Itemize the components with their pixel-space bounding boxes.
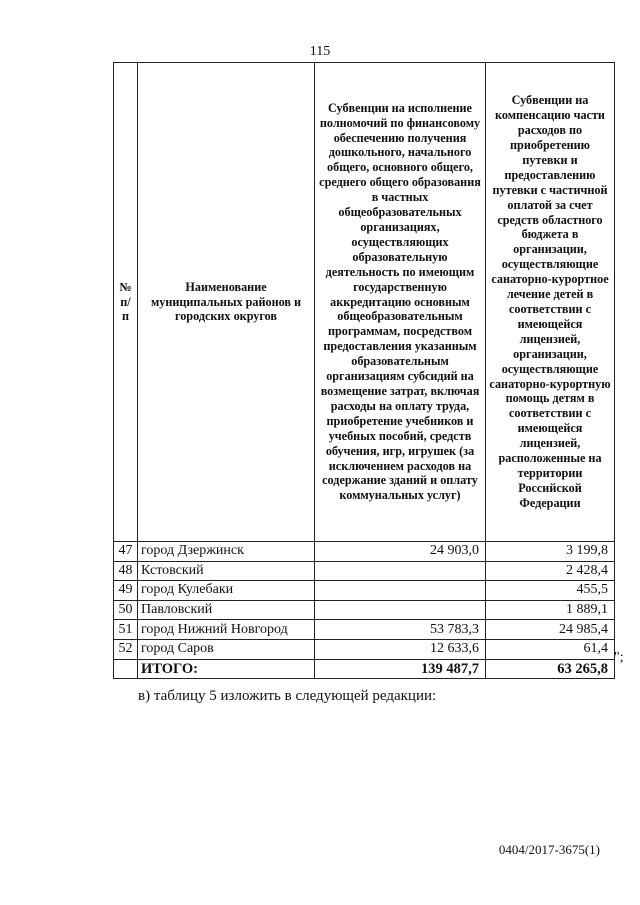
row-vouchers-value: 2 428,4 [486, 561, 615, 581]
total-number-cell [114, 659, 138, 679]
row-number: 50 [114, 600, 138, 620]
row-vouchers-value: 455,5 [486, 581, 615, 601]
table-row [114, 561, 615, 581]
row-name: город Кулебаки [138, 581, 315, 601]
table-row [114, 542, 615, 562]
total-label: ИТОГО: [138, 659, 315, 679]
row-vouchers-value: 3 199,8 [486, 542, 615, 562]
total-vouchers-value: 63 265,8 [486, 659, 615, 679]
row-name: город Дзержинск [138, 542, 315, 562]
table-row [114, 620, 615, 640]
total-row [114, 659, 615, 679]
row-education-value: 53 783,3 [315, 620, 486, 640]
row-education-value [315, 581, 486, 601]
header-number: № п/п [114, 63, 138, 542]
row-number: 48 [114, 561, 138, 581]
header-name: Наименование муниципальных районов и городских округов [138, 63, 315, 542]
row-name: Павловский [138, 600, 315, 620]
table-row [114, 581, 615, 601]
row-vouchers-value: 1 889,1 [486, 600, 615, 620]
page-number: 115 [309, 44, 331, 59]
row-number: 51 [114, 620, 138, 640]
row-number: 52 [114, 639, 138, 659]
row-number: 47 [114, 542, 138, 562]
header-subvention-education: Субвенции на исполнение полномочий по финансовому обеспечению получения дошкольного, начального общего, основного общего, среднего общего образования в частных общеобразовательных организациях, осуществляющих образовательную деятельность по имеющим государственную аккредитацию основным общеобразовательным программам, посредством предоставления указанным образовательным организациям субсидий на возмещение затрат, включая расходы на оплату труда, приобретение учебников и учебных пособий, средств обучения, игр, игрушек (за исключением расходов на содержание зданий и оплату коммунальных услуг) [315, 63, 486, 542]
row-name: Кстовский [138, 561, 315, 581]
row-name: город Нижний Новгород [138, 620, 315, 640]
closing-quote-mark: "; [614, 650, 624, 665]
row-education-value: 24 903,0 [315, 542, 486, 562]
header-subvention-vouchers: Субвенции на компенсацию части расходов по приобретению путевки и предоставлению путевки с частичной оплатой за счет средств областного бюджета в организации, осуществляющие санаторно-курортное лечение детей в соответствии с имеющейся лицензией, организации, осуществляющие санаторно-курортную помощь детям в соответствии с имеющейся лицензией, расположенные на территории Российской Федерации [486, 63, 615, 542]
table-row [114, 639, 615, 659]
table-header-row [114, 63, 615, 542]
table-row [114, 600, 615, 620]
row-name: город Саров [138, 639, 315, 659]
document-code: 0404/2017-3675(1) [498, 842, 600, 857]
total-education-value: 139 487,7 [315, 659, 486, 679]
amendment-paragraph: в) таблицу 5 изложить в следующей редакции: [138, 688, 437, 704]
row-education-value: 12 633,6 [315, 639, 486, 659]
row-vouchers-value: 61,4 [486, 639, 615, 659]
subventions-table [113, 62, 615, 679]
row-vouchers-value: 24 985,4 [486, 620, 615, 640]
row-number: 49 [114, 581, 138, 601]
row-education-value [315, 600, 486, 620]
row-education-value [315, 561, 486, 581]
